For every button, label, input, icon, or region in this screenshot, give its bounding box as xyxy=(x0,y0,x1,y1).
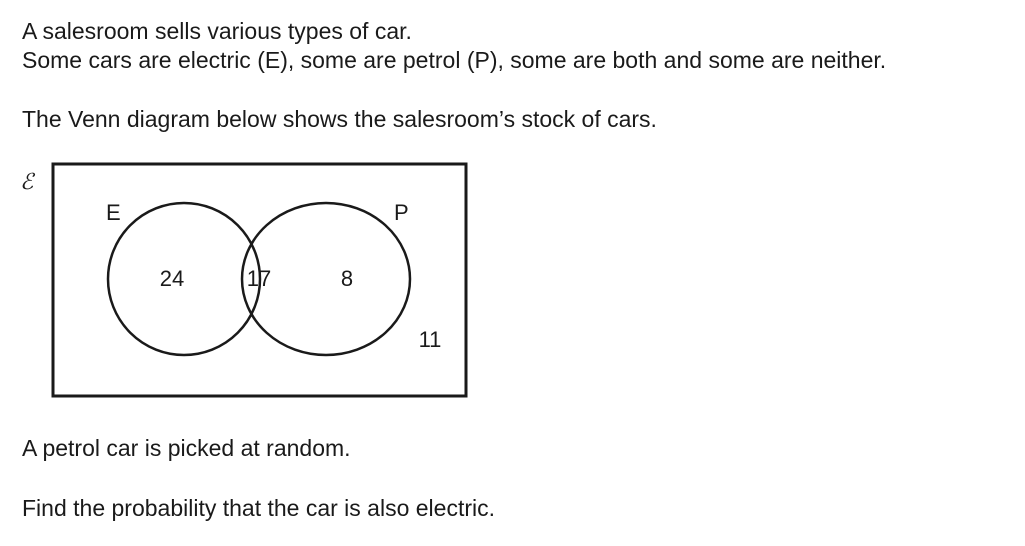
region-intersection-value: 17 xyxy=(246,266,272,291)
task-line: Find the probability that the car is also electric. xyxy=(22,495,496,521)
intro-line-2: Some cars are electric (E), some are petrol (P), some are both and some are neither. xyxy=(22,47,887,73)
diagram-intro: The Venn diagram below shows the salesroom’s stock of cars. xyxy=(22,106,657,132)
region-e-only-value: 24 xyxy=(159,266,185,291)
intro-line-1: A salesroom sells various types of car. xyxy=(22,18,412,44)
event-line: A petrol car is picked at random. xyxy=(22,435,351,461)
set-p-label: P xyxy=(394,200,409,225)
region-neither-value: 11 xyxy=(418,327,442,352)
set-e-label: E xyxy=(106,200,121,225)
region-p-only-value: 8 xyxy=(340,266,354,291)
universal-set-symbol: ℰ xyxy=(20,170,34,195)
